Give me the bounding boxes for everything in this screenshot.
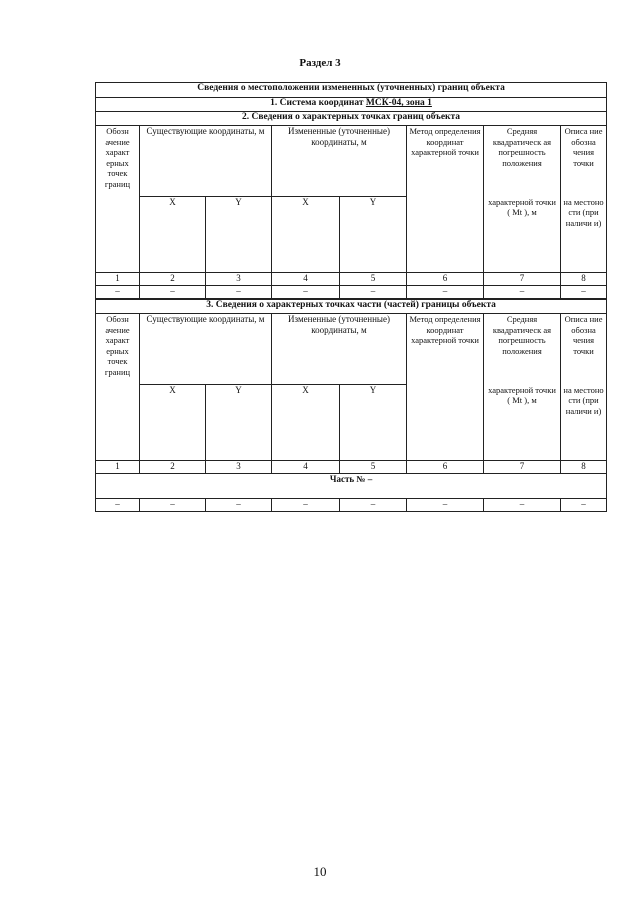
coordinate-system-row bbox=[96, 98, 607, 112]
header-changed-x: X bbox=[272, 385, 340, 461]
column-number: 7 bbox=[484, 273, 561, 286]
column-number: 7 bbox=[484, 461, 561, 474]
header-method: Метод определения координат характерной точки bbox=[407, 314, 484, 461]
header-changed-coordinates: Измененные (уточненные) координаты, м bbox=[272, 126, 407, 197]
table-title: Сведения о местоположении измененных (уточненных) границ объекта bbox=[96, 83, 607, 98]
column-number: 8 bbox=[561, 273, 607, 286]
header-method: Метод определения координат характерной точки bbox=[407, 126, 484, 273]
header-changed-y: Y bbox=[340, 385, 407, 461]
column-number: 8 bbox=[561, 461, 607, 474]
empty-cell: – bbox=[340, 499, 407, 512]
column-number: 6 bbox=[407, 461, 484, 474]
header-changed-coordinates: Измененные (уточненные) координаты, м bbox=[272, 314, 407, 385]
empty-cell: – bbox=[206, 499, 272, 512]
header-description-bottom: на местоно сти (при наличи и) bbox=[561, 385, 607, 461]
header-existing-x: X bbox=[140, 197, 206, 273]
header-description-top: Описа ние обозна чения точки bbox=[561, 314, 607, 385]
header-changed-y: Y bbox=[340, 197, 407, 273]
table-row bbox=[96, 499, 607, 512]
column-number: 1 bbox=[96, 461, 140, 474]
header-existing-y: Y bbox=[206, 385, 272, 461]
header-rmse-bottom: характерной точки ( Mt ), м bbox=[484, 197, 561, 273]
column-number: 3 bbox=[206, 273, 272, 286]
column-number: 2 bbox=[140, 461, 206, 474]
empty-cell: – bbox=[561, 499, 607, 512]
header-existing-coordinates: Существующие координаты, м bbox=[140, 314, 272, 385]
empty-cell: – bbox=[272, 286, 340, 300]
column-number: 4 bbox=[272, 461, 340, 474]
page-number: 10 bbox=[313, 864, 327, 879]
header-rmse-top: Средняя квадратическ ая погрешность положения bbox=[484, 126, 561, 197]
empty-cell: – bbox=[96, 286, 140, 300]
empty-cell: – bbox=[484, 286, 561, 300]
column-number: 5 bbox=[340, 273, 407, 286]
header-point-designation: Обозн ачение характ ерных точек границ bbox=[96, 126, 140, 273]
empty-cell: – bbox=[484, 499, 561, 512]
section-heading: Раздел 3 bbox=[299, 57, 341, 69]
column-number-row bbox=[96, 273, 607, 286]
header-existing-coordinates: Существующие координаты, м bbox=[140, 126, 272, 197]
empty-cell: – bbox=[407, 286, 484, 300]
empty-cell: – bbox=[561, 286, 607, 300]
column-number: 2 bbox=[140, 273, 206, 286]
header-description-bottom: на местоно сти (при наличи и) bbox=[561, 197, 607, 273]
header-existing-y: Y bbox=[206, 197, 272, 273]
column-number: 1 bbox=[96, 273, 140, 286]
part-label: Часть № – bbox=[96, 474, 607, 499]
column-number-row bbox=[96, 461, 607, 474]
empty-cell: – bbox=[140, 286, 206, 300]
header-changed-x: X bbox=[272, 197, 340, 273]
empty-cell: – bbox=[206, 286, 272, 300]
empty-cell: – bbox=[407, 499, 484, 512]
empty-cell: – bbox=[96, 499, 140, 512]
header-point-designation: Обозн ачение характ ерных точек границ bbox=[96, 314, 140, 461]
section2-heading: 2. Сведения о характерных точках границ объекта bbox=[96, 112, 607, 126]
column-number: 3 bbox=[206, 461, 272, 474]
empty-cell: – bbox=[340, 286, 407, 300]
header-existing-x: X bbox=[140, 385, 206, 461]
empty-cell: – bbox=[140, 499, 206, 512]
header-rmse-bottom: характерной точки ( Mt ), м bbox=[484, 385, 561, 461]
column-number: 5 bbox=[340, 461, 407, 474]
boundary-table bbox=[95, 82, 607, 512]
empty-cell: – bbox=[272, 499, 340, 512]
column-number: 6 bbox=[407, 273, 484, 286]
coordinate-system-value: МСК-04, зона 1 bbox=[365, 98, 432, 108]
coordinate-system-label: 1. Система координат bbox=[270, 98, 366, 108]
column-number: 4 bbox=[272, 273, 340, 286]
table-row bbox=[96, 286, 607, 300]
section3-heading: 3. Сведения о характерных точках части (частей) границы объекта bbox=[96, 299, 607, 314]
header-rmse-top: Средняя квадратическ ая погрешность положения bbox=[484, 314, 561, 385]
header-description-top: Описа ние обозна чения точки bbox=[561, 126, 607, 197]
